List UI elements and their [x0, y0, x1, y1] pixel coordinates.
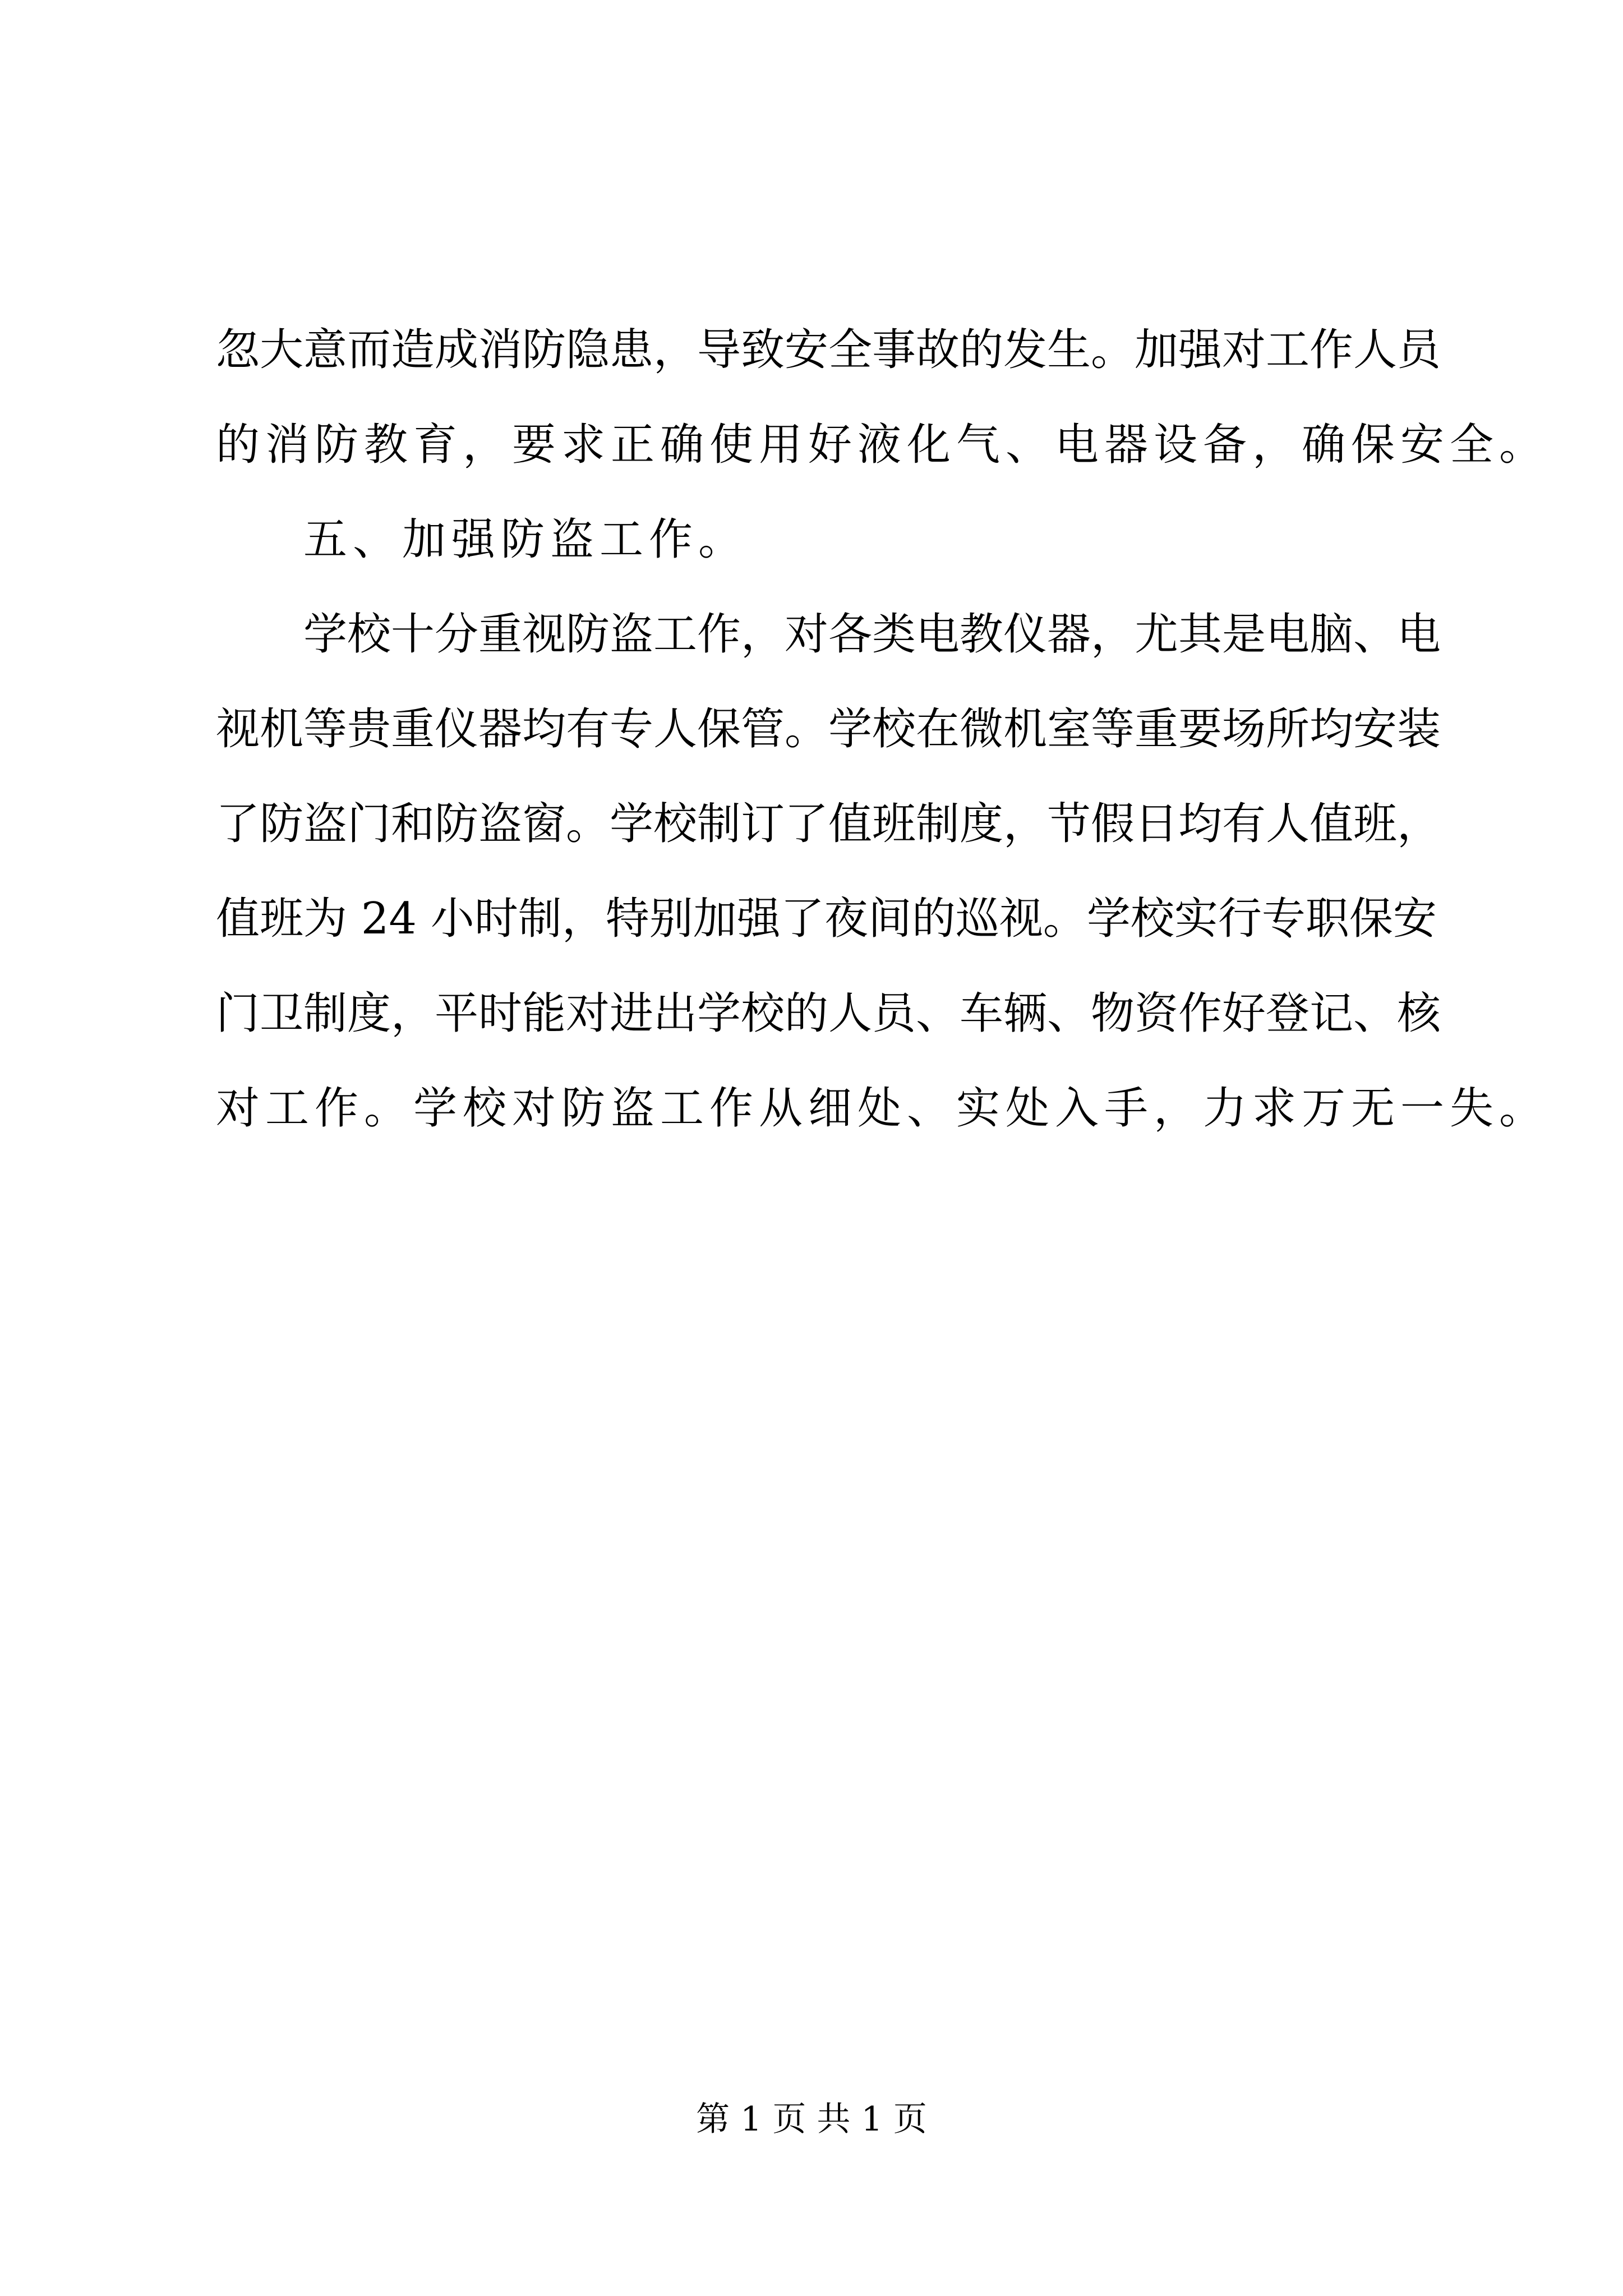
text-line: 了防盗门和防盗窗。学校制订了值班制度，节假日均有人值班，: [216, 799, 1441, 849]
text-line: 视机等贵重仪器均有专人保管。学校在微机室等重要场所均安装: [216, 704, 1441, 754]
document-body: [216, 303, 1549, 1156]
text-line: 忽大意而造成消防隐患，导致安全事故的发生。加强对工作人员: [216, 325, 1441, 375]
text-line: 对工作。学校对防盗工作从细处、实处入手，力求万无一失。: [216, 1083, 1549, 1134]
section-heading: 五、加强防盗工作。: [303, 514, 748, 565]
page-footer: 第 1 页 共 1 页: [696, 2100, 927, 2139]
text-line: 门卫制度，平时能对进出学校的人员、车辆、物资作好登记、核: [216, 988, 1441, 1039]
text-line: 学校十分重视防盗工作，对各类电教仪器，尤其是电脑、电: [303, 609, 1441, 660]
text-line: 的消防教育，要求正确使用好液化气、电器设备，确保安全。: [216, 420, 1549, 470]
text-line: 值班为 24 小时制，特别加强了夜间的巡视。学校实行专职保安: [216, 894, 1437, 944]
